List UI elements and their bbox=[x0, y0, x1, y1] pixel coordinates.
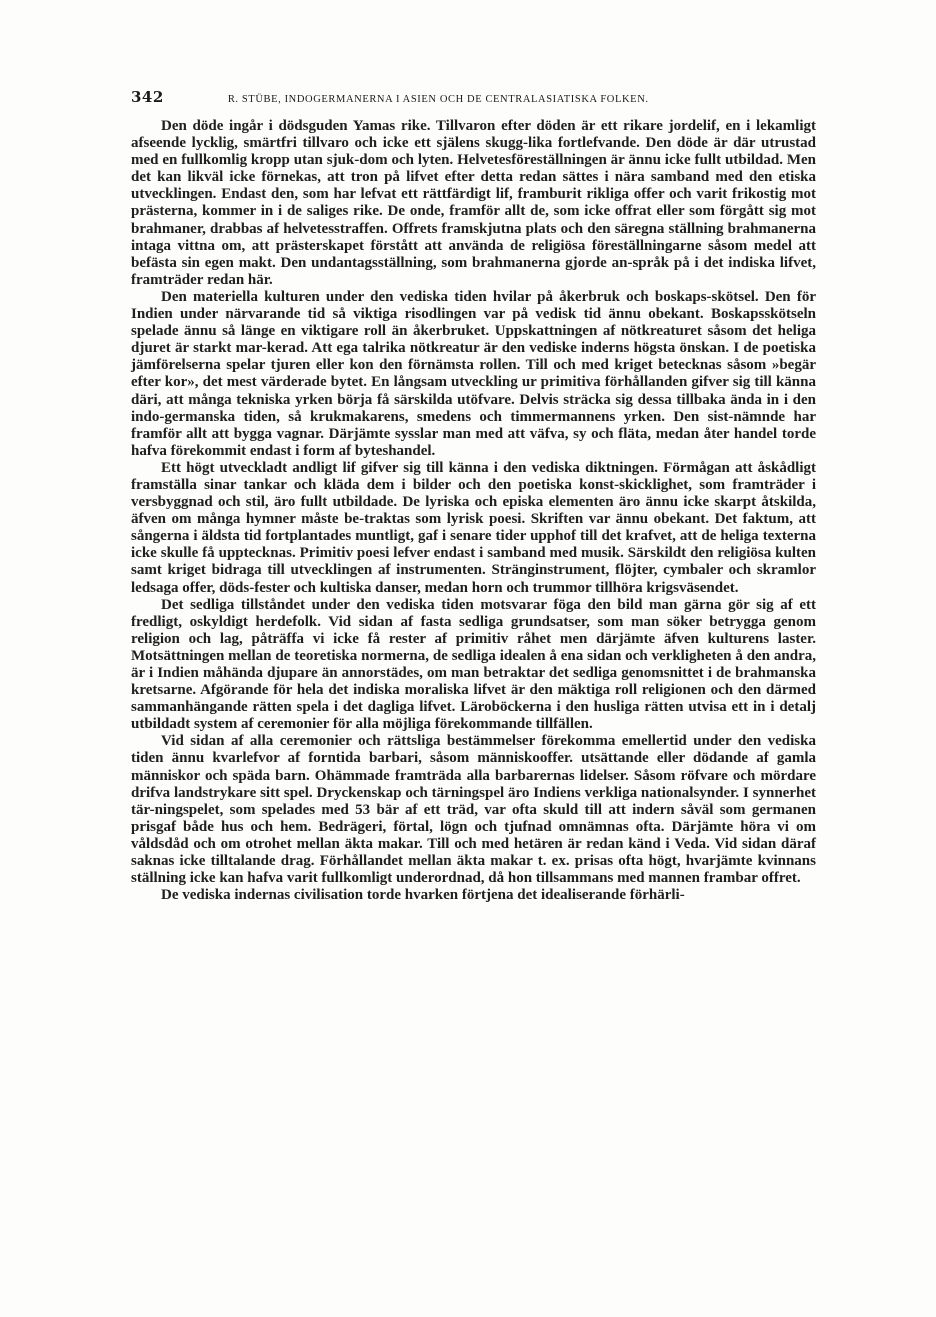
paragraph: Den döde ingår i dödsguden Yamas rike. Tillvaron efter döden är ett rikare jordelif, en i lekamligt afseende lycklig, smärtfri tillvaro och icke ett själens skugg-lika fortlefvande. Den döde är där utrustad med en fullkomlig kropp utan sjuk-dom och lyten. Helvetesföreställningen är ännu icke fullt utbildad. Men det kan likväl icke förnekas, att tron på lifvet efter detta redan sättes i nära samband med den etiska utvecklingen. Endast den, som har lefvat ett rättfärdigt lif, framburit rikliga offer och varit frikostig mot prästerna, kommer in i de saliges rike. De onde, framför allt de, som icke offrat eller som förgått sig mot brahmaner, drabbas af helvetesstraffen. Offrets framskjutna plats och den säregna ställning brahmanerna intaga vittna om, att prästerskapet förstått att använda de religiösa föreställningarne såsom medel att befästa sin egen makt. Den undantagsställning, som brahmanerna gjorde an-språk på i det indiska lifvet, framträder redan här. bbox=[131, 118, 816, 288]
paragraph: Den materiella kulturen under den vediska tiden hvilar på åkerbruk och boskaps-skötsel. Den för Indien under närvarande tid så viktiga risodlingen var på vedisk tid ännu obekant. Boskapsskötseln spelade ännu så länge en viktigare roll än åkerbruket. Uppskattningen af nötkreaturet såsom det heliga djuret är starkt mar-kerad. Att ega talrika nötkreatur är den vediske inderns högsta önskan. I de poetiska jämförelserna spelar tjuren eller kon den förnämsta rollen. Till och med kriget betecknas såsom »begär efter kor», det mest värderade bytet. En långsam utveckling ur primitiva förhållanden gifver sig till känna däri, att många tekniska yrken börja få särskilda utöfvare. Delvis sträcka sig dessa tillbaka ända in i den indo-germanska tiden, så krukmakarens, smedens och timmermannens yrken. Den sist-nämnde har framför allt att bygga vagnar. Därjämte sysslar man med att väfva, sy och fläta, medan åter handel torde hafva förekommit endast i form af byteshandel. bbox=[131, 288, 816, 459]
paragraph: Ett högt utveckladt andligt lif gifver sig till känna i den vediska diktningen. Förmågan att åskådligt framställa sinar tankar och kläda dem i bilder och den poetiska konst-skicklighet, som framträder i versbyggnad och stil, äro fullt utbildade. De lyriska och episka elementen äro ännu icke skarpt åtskilda, äfven om många hymner måste be-traktas som lyrisk poesi. Skriften var ännu obekant. Det faktum, att sångerna i äldsta tid fortplantades muntligt, gaf i senare tider upphof till det krafvet, att de heliga texterna icke skulle få upptecknas. Primitiv poesi lefver endast i samband med musik. Särskildt den religiösa kulten samt kriget bidraga till utvecklingen af instrumenten. Stränginstrument, flöjter, cymbaler och skramlor ledsaga offer, döds-fester och kultiska danser, medan horn och trummor tillhöra krigsväsendet. bbox=[131, 459, 816, 596]
running-head: R. STÜBE, INDOGERMANERNA I ASIEN OCH DE CENTRALASIATISKA FOLKEN. bbox=[227, 94, 649, 105]
paragraph: Det sedliga tillståndet under den vediska tiden motsvarar föga den bild man gärna gör sig af ett fredligt, oskyldigt herdefolk. Vid sidan af fasta sedliga grundsatser, som man söker betrygga genom religion och lag, påträffa vi icke få rester af primitiv råhet men därjämte äfven kulturens laster. Motsättningen mellan de teoretiska normerna, de sedliga idealen å ena sidan och verkligheten å den andra, är i Indien måhända djupare än annorstädes, om man betraktar det sedliga genomsnittet i de brahmanska kretsarne. Afgörande för hela det indiska moraliska lifvet är den mäktiga roll religionen och den därmed sammanhängande rätten spela i det dagliga lifvet. Läroböckerna i den husliga rätten utvisa ett in i detalj utbildadt system af ceremonier för alla möjliga förekommande tillfällen. bbox=[131, 596, 816, 733]
page-number: 342 bbox=[131, 88, 164, 106]
page-header bbox=[131, 88, 819, 108]
body-text bbox=[131, 118, 816, 904]
paragraph: De vediska indernas civilisation torde hvarken förtjena det idealiserande förhärli- bbox=[161, 887, 685, 904]
paragraph: Vid sidan af alla ceremonier och rättsliga bestämmelser förekomma emellertid under den vediska tiden ännu kvarlefvor af forntida barbari, såsom människooffer. utsättande eller dödande af gamla människor och späda barn. Ohämmade framträda alla barbarernas lidelser. Såsom röfvare och mördare drifva landstrykare sitt spel. Dryckenskap och tärningspel äro Indiens verkliga nationalsynder. I synnerhet tär-ningspelet, som spelades med 53 bär af ett träd, var ofta skuld till att indern såväl som germanen prisgaf både hus och hem. Bedrägeri, förtal, lögn och tjufnad omnämnas ofta. Därjämte höra vi om våldsdåd och om otrohet mellan äkta makar. Till och med hetären är redan känd i Veda. Vid sidan däraf saknas icke tilltalande drag. Förhållandet mellan äkta makar t. ex. prisas ofta högt, hvarjämte kvinnans ställning icke kan hafva varit fullkomligt underordnad, då hon tillsammans med mannen frambar offret. bbox=[131, 733, 816, 887]
